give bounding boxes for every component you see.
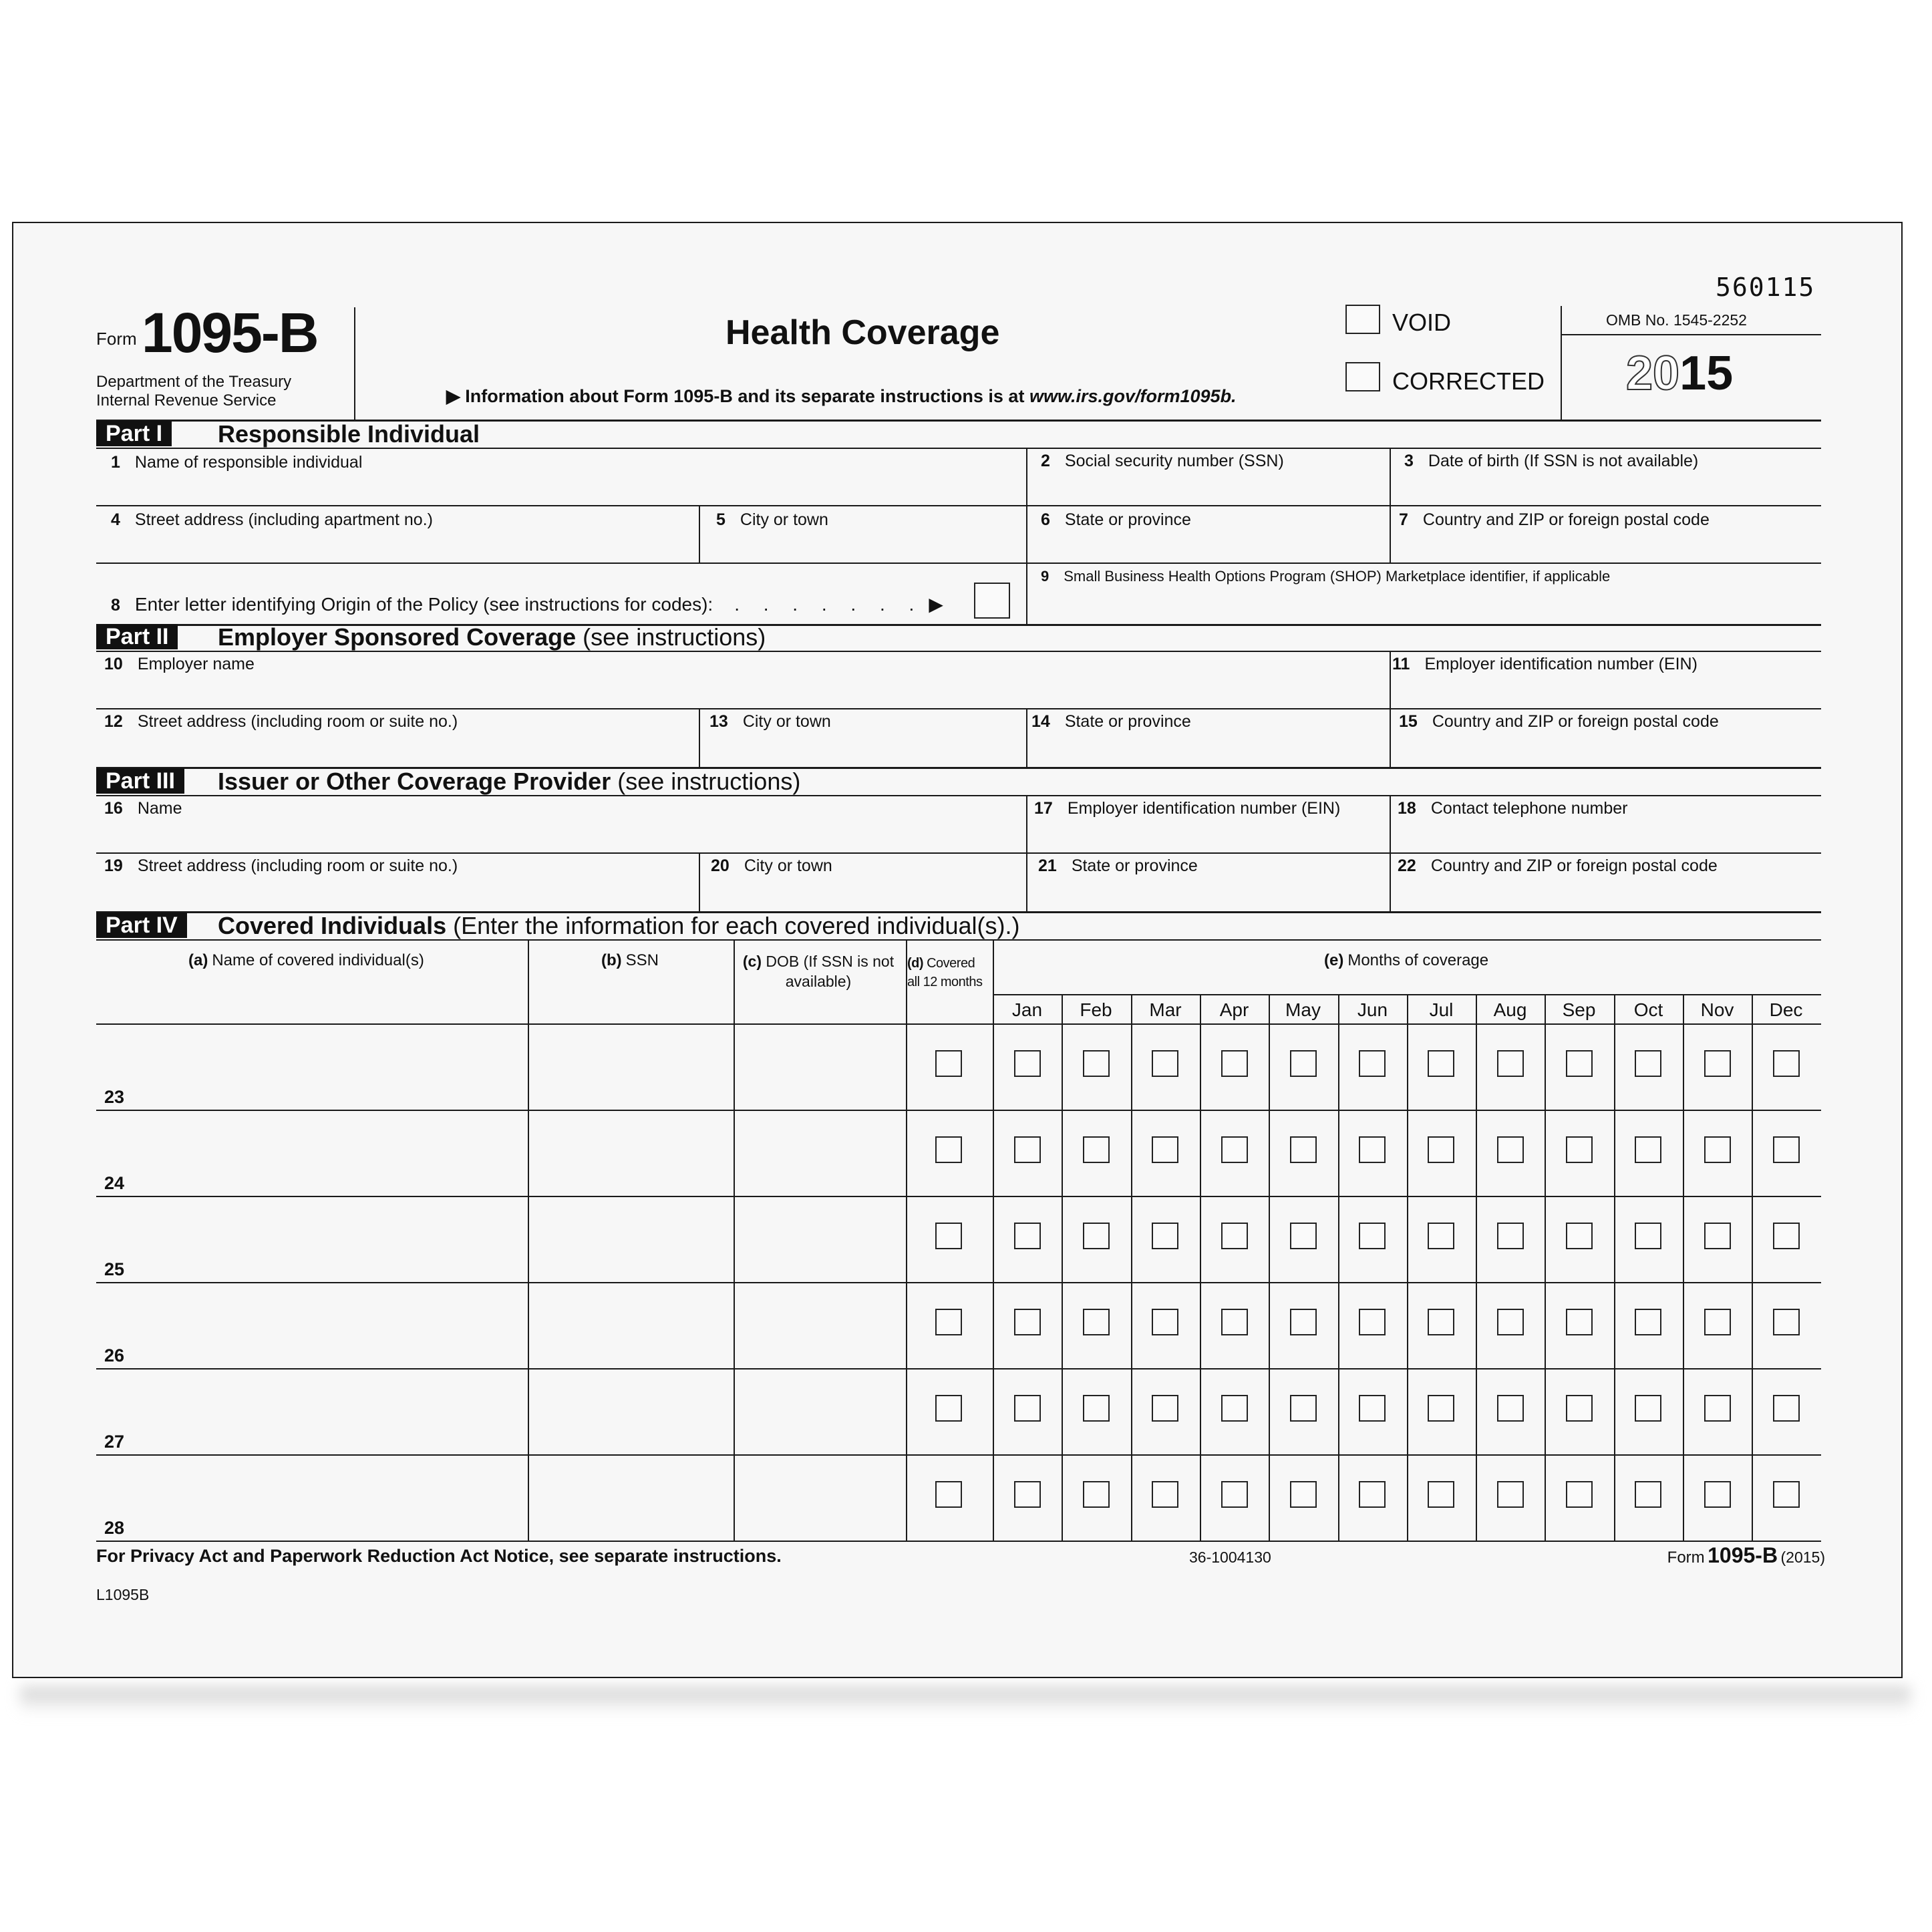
rule	[699, 709, 700, 767]
covered-all-12-months-checkbox[interactable]	[935, 1223, 962, 1249]
part4-title: Covered Individuals (Enter the information for each covered individual(s).)	[218, 912, 1020, 939]
rule	[1026, 709, 1027, 767]
month-checkbox-jun[interactable]	[1359, 1223, 1386, 1249]
origin-of-policy-box[interactable]	[974, 583, 1010, 619]
month-checkbox-jul[interactable]	[1428, 1050, 1454, 1077]
field-21[interactable]: 21 State or province	[1038, 856, 1198, 875]
month-checkbox-sep[interactable]	[1566, 1395, 1593, 1422]
month-checkbox-apr[interactable]	[1221, 1223, 1248, 1249]
rule	[1390, 854, 1391, 911]
rule	[96, 795, 1821, 796]
form-number: 1095-B	[142, 301, 318, 364]
agency-line2: Internal Revenue Service	[96, 391, 277, 410]
month-label-jul: Jul	[1429, 999, 1454, 1020]
month-checkbox-jun[interactable]	[1359, 1309, 1386, 1335]
month-checkbox-sep[interactable]	[1566, 1050, 1593, 1077]
month-checkbox-oct[interactable]	[1635, 1481, 1661, 1508]
rule	[1026, 449, 1027, 505]
field-13[interactable]: 13 City or town	[709, 712, 831, 731]
dob-cell[interactable]	[735, 1368, 906, 1454]
month-checkbox-feb[interactable]	[1083, 1136, 1110, 1163]
field-22[interactable]: 22 Country and ZIP or foreign postal code	[1398, 856, 1718, 875]
part1-header	[96, 421, 1821, 448]
month-checkbox-sep[interactable]	[1566, 1481, 1593, 1508]
info-line	[446, 386, 1237, 407]
month-divider	[1752, 994, 1753, 1541]
covered-all-12-months-checkbox[interactable]	[935, 1136, 962, 1163]
month-checkbox-aug[interactable]	[1497, 1136, 1524, 1163]
month-checkbox-may[interactable]	[1290, 1050, 1317, 1077]
month-checkbox-dec[interactable]	[1773, 1309, 1800, 1335]
month-checkbox-dec[interactable]	[1773, 1136, 1800, 1163]
name-cell[interactable]	[96, 1023, 528, 1110]
part2-title: Employer Sponsored Coverage (see instructions)	[218, 623, 766, 651]
month-checkbox-nov[interactable]	[1704, 1309, 1731, 1335]
year-prefix: 20	[1626, 347, 1680, 400]
col-c-header: (c) DOB (If SSN is not available)	[742, 953, 895, 990]
month-checkbox-aug[interactable]	[1497, 1050, 1524, 1077]
tax-year	[1626, 346, 1733, 401]
month-label-sep: Sep	[1562, 999, 1596, 1020]
void-label: VOID	[1392, 309, 1452, 336]
month-checkbox-oct[interactable]	[1635, 1395, 1661, 1422]
part3-tag: Part III	[96, 768, 184, 794]
dob-cell[interactable]	[735, 1282, 906, 1368]
ssn-cell[interactable]	[529, 1023, 734, 1110]
month-checkbox-apr[interactable]	[1221, 1309, 1248, 1335]
corrected-checkbox[interactable]	[1345, 362, 1380, 391]
month-checkbox-jan[interactable]	[1014, 1309, 1041, 1335]
name-cell[interactable]	[96, 1282, 528, 1368]
month-checkbox-feb[interactable]	[1083, 1050, 1110, 1077]
footer-form-id: Form 1095-B (2015)	[1667, 1543, 1825, 1567]
field-10[interactable]: 10 Employer name	[104, 655, 255, 673]
rule	[1026, 854, 1027, 911]
field-9[interactable]: 9 Small Business Health Options Program (SHOP) Marketplace identifier, if applicable	[1041, 568, 1611, 585]
month-checkbox-may[interactable]	[1290, 1395, 1317, 1422]
month-checkbox-sep[interactable]	[1566, 1136, 1593, 1163]
part2-tag: Part II	[96, 624, 178, 649]
corrected-label: CORRECTED	[1392, 367, 1545, 395]
month-label-oct: Oct	[1633, 999, 1663, 1020]
col-d-header: (d) Covered all 12 months	[907, 956, 983, 989]
year-suffix: 15	[1679, 347, 1734, 400]
month-checkbox-mar[interactable]	[1152, 1481, 1178, 1508]
month-checkbox-nov[interactable]	[1704, 1136, 1731, 1163]
month-checkbox-dec[interactable]	[1773, 1481, 1800, 1508]
field-16[interactable]: 16 Name	[104, 799, 182, 818]
rule	[1390, 449, 1391, 505]
month-checkbox-jun[interactable]	[1359, 1136, 1386, 1163]
rule	[1390, 796, 1391, 852]
sheet-shadow	[20, 1687, 1911, 1714]
rule	[699, 854, 700, 911]
month-checkbox-oct[interactable]	[1635, 1309, 1661, 1335]
month-checkbox-jul[interactable]	[1428, 1481, 1454, 1508]
month-checkbox-dec[interactable]	[1773, 1395, 1800, 1422]
month-checkbox-nov[interactable]	[1704, 1223, 1731, 1249]
row-number: 28	[104, 1518, 125, 1538]
header-divider-right	[1561, 306, 1562, 421]
dob-cell[interactable]	[735, 1110, 906, 1196]
covered-all-12-months-checkbox[interactable]	[935, 1050, 962, 1077]
covered-all-12-months-checkbox[interactable]	[935, 1481, 962, 1508]
col-b-header: (b) SSN	[601, 951, 659, 969]
month-checkbox-jun[interactable]	[1359, 1395, 1386, 1422]
field-18[interactable]: 18 Contact telephone number	[1398, 799, 1628, 818]
rule	[96, 708, 1821, 709]
month-checkbox-jul[interactable]	[1428, 1309, 1454, 1335]
column-divider	[906, 941, 907, 1541]
month-label-feb: Feb	[1080, 999, 1112, 1020]
covered-all-12-months-checkbox[interactable]	[935, 1395, 962, 1422]
month-checkbox-oct[interactable]	[1635, 1223, 1661, 1249]
month-divider	[1131, 994, 1132, 1541]
column-divider	[993, 941, 994, 1541]
month-divider	[1407, 994, 1408, 1541]
month-checkbox-jul[interactable]	[1428, 1136, 1454, 1163]
field-5[interactable]: 5 City or town	[716, 510, 828, 529]
month-checkbox-dec[interactable]	[1773, 1050, 1800, 1077]
month-checkbox-may[interactable]	[1290, 1309, 1317, 1335]
month-checkbox-feb[interactable]	[1083, 1223, 1110, 1249]
month-checkbox-jan[interactable]	[1014, 1481, 1041, 1508]
rule	[1390, 506, 1391, 562]
form-code: 560115	[1716, 273, 1816, 302]
rule	[699, 506, 700, 562]
row-number: 27	[104, 1432, 125, 1452]
col-a-header: (a) Name of covered individual(s)	[188, 951, 424, 969]
month-divider	[1614, 994, 1615, 1541]
month-divider	[1062, 994, 1063, 1541]
month-checkbox-aug[interactable]	[1497, 1309, 1524, 1335]
field-3[interactable]: 3 Date of birth (If SSN is not available)	[1404, 452, 1699, 470]
rule	[1026, 796, 1027, 852]
row-number: 23	[104, 1087, 125, 1107]
month-checkbox-may[interactable]	[1290, 1136, 1317, 1163]
month-checkbox-mar[interactable]	[1152, 1223, 1178, 1249]
month-checkbox-oct[interactable]	[1635, 1136, 1661, 1163]
row-rule	[96, 1541, 1821, 1542]
month-divider	[1476, 994, 1477, 1541]
rule	[1390, 652, 1391, 708]
part4-tag: Part IV	[96, 913, 187, 938]
month-divider	[1200, 994, 1201, 1541]
month-checkbox-aug[interactable]	[1497, 1481, 1524, 1508]
month-checkbox-jan[interactable]	[1014, 1050, 1041, 1077]
month-checkbox-nov[interactable]	[1704, 1050, 1731, 1077]
month-label-mar: Mar	[1149, 999, 1182, 1020]
ssn-cell[interactable]	[529, 1454, 734, 1541]
month-label-apr: Apr	[1219, 999, 1249, 1020]
field-20[interactable]: 20 City or town	[711, 856, 832, 875]
ssn-cell[interactable]	[529, 1368, 734, 1454]
rule	[96, 651, 1821, 652]
month-checkbox-jun[interactable]	[1359, 1481, 1386, 1508]
omb-underline	[1562, 334, 1821, 335]
rule	[96, 852, 1821, 854]
form-1095b	[96, 222, 1825, 1678]
month-checkbox-aug[interactable]	[1497, 1223, 1524, 1249]
month-checkbox-apr[interactable]	[1221, 1481, 1248, 1508]
month-divider	[1338, 994, 1339, 1541]
month-checkbox-jul[interactable]	[1428, 1395, 1454, 1422]
rule	[96, 505, 1821, 506]
ssn-cell[interactable]	[529, 1110, 734, 1196]
field-19[interactable]: 19 Street address (including room or suite no.)	[104, 856, 458, 875]
month-checkbox-apr[interactable]	[1221, 1136, 1248, 1163]
ssn-cell[interactable]	[529, 1282, 734, 1368]
info-text: Information about Form 1095-B and its separate instructions is at	[465, 386, 1025, 406]
row-number: 26	[104, 1345, 125, 1365]
rule	[96, 562, 1821, 564]
rule	[1390, 709, 1391, 767]
month-checkbox-oct[interactable]	[1635, 1050, 1661, 1077]
part4-header	[96, 913, 1821, 939]
omb-number: OMB No. 1545-2252	[1606, 311, 1747, 329]
covered-all-12-months-checkbox[interactable]	[935, 1309, 962, 1335]
name-cell[interactable]	[96, 1368, 528, 1454]
month-checkbox-jan[interactable]	[1014, 1223, 1041, 1249]
month-label-dec: Dec	[1769, 999, 1803, 1020]
month-checkbox-mar[interactable]	[1152, 1309, 1178, 1335]
month-checkbox-aug[interactable]	[1497, 1395, 1524, 1422]
info-url[interactable]: www.irs.gov/form1095b.	[1029, 386, 1237, 406]
field-11[interactable]: 11 Employer identification number (EIN)	[1392, 655, 1698, 673]
void-checkbox[interactable]	[1345, 305, 1380, 334]
form-code-footer: L1095B	[96, 1586, 150, 1603]
name-cell[interactable]	[96, 1196, 528, 1282]
privacy-notice: For Privacy Act and Paperwork Reduction Act Notice, see separate instructions.	[96, 1546, 782, 1566]
col-e-header: (e) Months of coverage	[1324, 951, 1489, 969]
month-checkbox-nov[interactable]	[1704, 1481, 1731, 1508]
rule	[1026, 506, 1027, 562]
part1-tag: Part I	[96, 421, 172, 446]
month-checkbox-jul[interactable]	[1428, 1223, 1454, 1249]
field-1[interactable]: 1 Name of responsible individual	[111, 453, 363, 472]
rule	[96, 448, 1821, 449]
dob-cell[interactable]	[735, 1023, 906, 1110]
dob-cell[interactable]	[735, 1196, 906, 1282]
month-checkbox-feb[interactable]	[1083, 1395, 1110, 1422]
month-label-jun: Jun	[1357, 999, 1388, 1020]
triangle-arrow-icon: ▶	[929, 594, 943, 615]
form-word: Form	[96, 329, 137, 349]
month-checkbox-mar[interactable]	[1152, 1050, 1178, 1077]
header-divider-left	[354, 307, 355, 420]
field-4[interactable]: 4 Street address (including apartment no.)	[111, 510, 433, 529]
month-label-may: May	[1285, 999, 1321, 1020]
month-checkbox-apr[interactable]	[1221, 1050, 1248, 1077]
month-label-jan: Jan	[1011, 999, 1043, 1020]
month-checkbox-jan[interactable]	[1014, 1136, 1041, 1163]
row-number: 25	[104, 1259, 125, 1279]
month-checkbox-sep[interactable]	[1566, 1309, 1593, 1335]
month-checkbox-sep[interactable]	[1566, 1223, 1593, 1249]
name-cell[interactable]	[96, 1454, 528, 1541]
part3-header	[96, 768, 1821, 795]
month-checkbox-feb[interactable]	[1083, 1481, 1110, 1508]
dob-cell[interactable]	[735, 1454, 906, 1541]
row-number: 24	[104, 1173, 125, 1193]
month-checkbox-may[interactable]	[1290, 1481, 1317, 1508]
rule	[1026, 564, 1027, 625]
month-checkbox-jan[interactable]	[1014, 1395, 1041, 1422]
month-label-aug: Aug	[1493, 999, 1527, 1020]
month-checkbox-mar[interactable]	[1152, 1136, 1178, 1163]
month-checkbox-nov[interactable]	[1704, 1395, 1731, 1422]
field-6[interactable]: 6 State or province	[1041, 510, 1191, 529]
month-checkbox-feb[interactable]	[1083, 1309, 1110, 1335]
month-divider	[1545, 994, 1546, 1541]
month-label-nov: Nov	[1700, 999, 1734, 1020]
field-8: 8 Enter letter identifying Origin of the Policy (see instructions for codes): . . . . . . . ▶	[111, 594, 943, 615]
part3-title: Issuer or Other Coverage Provider (see instructions)	[218, 768, 801, 795]
field-15[interactable]: 15 Country and ZIP or foreign postal code	[1399, 712, 1719, 731]
month-checkbox-may[interactable]	[1290, 1223, 1317, 1249]
field-12[interactable]: 12 Street address (including room or suite no.)	[104, 712, 458, 731]
field-17[interactable]: 17 Employer identification number (EIN)	[1034, 799, 1341, 818]
triangle-arrow-icon: ▶	[446, 386, 460, 406]
rule	[96, 939, 1821, 941]
month-checkbox-mar[interactable]	[1152, 1395, 1178, 1422]
field-2[interactable]: 2 Social security number (SSN)	[1041, 452, 1284, 470]
name-cell[interactable]	[96, 1110, 528, 1196]
part2-header	[96, 624, 1821, 651]
ssn-cell[interactable]	[529, 1196, 734, 1282]
part1-title: Responsible Individual	[218, 420, 480, 448]
month-checkbox-dec[interactable]	[1773, 1223, 1800, 1249]
month-divider	[1269, 994, 1270, 1541]
month-checkbox-jun[interactable]	[1359, 1050, 1386, 1077]
month-divider	[1683, 994, 1684, 1541]
form-title: Health Coverage	[726, 313, 1000, 352]
month-checkbox-apr[interactable]	[1221, 1395, 1248, 1422]
field-14[interactable]: 14 State or province	[1031, 712, 1191, 731]
field-7[interactable]: 7 Country and ZIP or foreign postal code	[1399, 510, 1710, 529]
agency-line1: Department of the Treasury	[96, 373, 292, 391]
catalog-number: 36-1004130	[1189, 1549, 1271, 1566]
